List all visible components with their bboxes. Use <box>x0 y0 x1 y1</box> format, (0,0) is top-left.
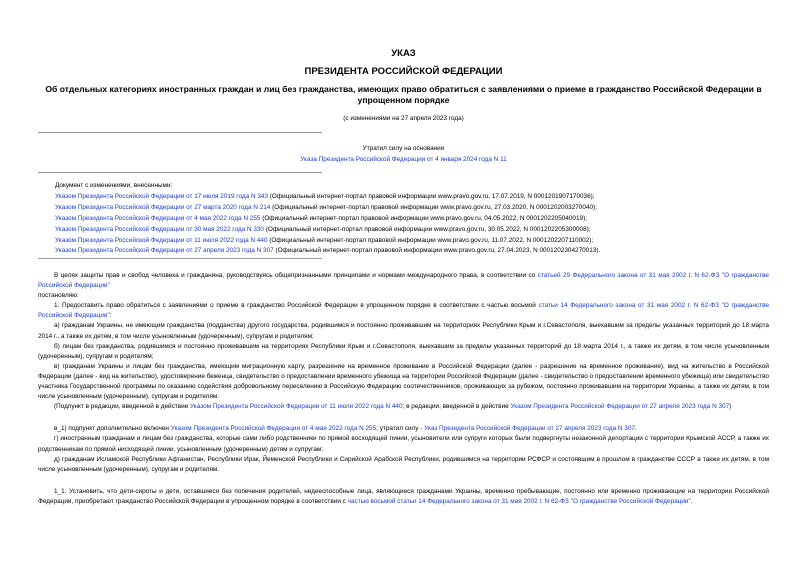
lost-force-label: Утратил силу на основании <box>362 145 445 152</box>
amendment-link[interactable]: Указом Президента Российской Федерации от 27 апреля 2023 года N 307 <box>510 403 730 411</box>
edition-source: (Официальный интернет-портал правовой информации www.pravo.gov.ru, 27.04.2023, N 0001202304270013). <box>273 247 601 255</box>
preamble-paragraph: В целях защиты прав и свобод человека и гражданина, руководствуясь общепризнанными принципами и нормами международного права, в соответствии со статьей 29 Федерального закона от 31 мая 2002 г. N 62-ФЗ "О гражданстве Российской Федерации" <box>38 272 769 290</box>
editions-intro: Документ с изменениями, внесенными: <box>55 182 173 189</box>
edition-link[interactable]: Указом Президента Российской Федерации от 27 марта 2020 года N 214 <box>55 203 271 211</box>
amendment-link[interactable]: Указ Президента Российской Федерации от 27 апреля 2023 года N 307 <box>424 425 635 433</box>
edition-link[interactable]: Указом Президента Российской Федерации от 4 мая 2022 года N 255 <box>55 214 261 222</box>
document-heading: Об отдельных категориях иностранных граждан и лиц без гражданства, имеющих право обратиться с заявлениями о приеме в гражданство Российской Федерации в упрощенном порядке <box>45 84 762 105</box>
document-type: УКАЗ <box>391 48 416 59</box>
subparagraph-v-note: (Подпункт в редакции, введенной в действие Указом Президента Российской Федерации от 11 июля 2022 года N 440; в редакции, введенной в действие Указом Президента Российской Федерации от 27 апреля 2023 года N 307) <box>54 403 732 411</box>
edition-link[interactable]: Указом Президента Российской Федерации от 27 апреля 2023 года N 307 <box>55 247 274 255</box>
edition-source: (Официальный интернет-портал правовой информации www.pravo.gov.ru, 11.07.2022, N 0001202207110002); <box>267 236 594 244</box>
edition-source: (Официальный интернет-портал правовой информации www.pravo.gov.ru, 30.05.2022, N 0001202205300008); <box>264 225 591 233</box>
lost-force-link[interactable]: Указа Президента Российской Федерации от 4 января 2024 года N 11 <box>300 156 507 163</box>
amendment-link[interactable]: Указом Президента Российской Федерации от 4 мая 2022 года N 255 <box>170 425 377 433</box>
lost-force-block <box>0 143 807 165</box>
law-link[interactable]: статьей 29 Федерального закона от 31 мая 2002 г. N 62-ФЗ "О гражданстве Российской Федерации" <box>38 272 769 290</box>
edition-source: (Официальный интернет-портал правовой информации www.pravo.gov.ru, 17.07.2019, N 0001201907170036); <box>268 192 595 200</box>
changes-note: (с изменениями на 27 апреля 2023 года) <box>343 115 464 122</box>
subparagraph-v: в) гражданам Украины и лицам без гражданства, имеющим миграционную карту, разрешение на временное проживание в Российской Федерации (далее - разрешение на временное проживание), вид на жительство в Российской Федерации (далее - вид на жительство), удостоверение беженца, свидетельство о предоставлении временного убежища на территории Российской Федерации (далее - свидетельство о предоставлении временного убежища) или свидетельство участника Государственной программы по оказанию содействия добровольному переселению в Российскую Федерацию соотечественников, проживающих за рубежом, постоянно проживавшим на территории Украины, а также их детям, в том числе усыновленным (удочеренным), супругам и родителям. <box>38 362 769 401</box>
edition-source: (Официальный интернет-портал правовой информации www.pravo.gov.ru, 27.03.2020, N 0001202003270040); <box>270 203 597 211</box>
law-link[interactable]: статьи 14 Федерального закона от 31 мая 2002 г. N 62-ФЗ "О гражданстве Российской Федерации" <box>38 302 769 320</box>
edition-link[interactable]: Указом Президента Российской Федерации от 17 июля 2019 года N 343 <box>55 192 268 200</box>
divider <box>38 258 322 259</box>
edition-item <box>55 225 775 236</box>
decree-word: постановляю: <box>38 292 79 300</box>
decree-body <box>38 271 769 507</box>
editions-list <box>55 181 775 257</box>
amendment-link[interactable]: Указом Президента Российской Федерации от 11 июля 2022 года N 440 <box>190 403 403 411</box>
subparagraph-b: б) лицам без гражданства, родившимся и постоянно проживавшим на территориях Республики Крым и г.Севастополя, выехавшим за пределы указанных территорий до 18 марта 2014 г., а также их детям, в том числе усыновленным (удочеренным), супругам и родителям; <box>38 342 769 360</box>
paragraph-1: 1. Предоставить право обратиться с заявлениями о приеме в гражданство Российской Федерации в упрощенном порядке в соответствии с частью восьмой статьи 14 Федерального закона от 31 мая 2002 г. N 62-ФЗ "О гражданстве Российской Федерации": <box>38 302 769 320</box>
divider <box>38 132 322 133</box>
edition-source: (Официальный интернет-портал правовой информации www.pravo.gov.ru, 04.05.2022, N 0001202205040019); <box>260 214 588 222</box>
law-link[interactable]: частью восьмой статьи 14 Федерального закона от 31 мая 2002 г. N 62-ФЗ "О гражданстве Российской Федерации" <box>347 497 691 505</box>
document-issuer: ПРЕЗИДЕНТА РОССИЙСКОЙ ФЕДЕРАЦИИ <box>304 66 503 77</box>
edition-link[interactable]: Указом Президента Российской Федерации от 11 июля 2022 года N 440 <box>55 236 268 244</box>
subparagraph-d: д) гражданам Исламской Республики Афганистан, Республики Ирак, Йеменской Республики и Сирийской Арабской Республики, родившимся на территории РСФСР и состоявшим в прошлом в гражданстве СССР а также их детям, в том числе усыновленным (удочеренным), супругам и родителям. <box>38 455 769 473</box>
subparagraph-v1: в_1) подпункт дополнительно включен Указом Президента Российской Федерации от 4 мая 2022 года N 255; утратил силу - Указ Президента Российской Федерации от 27 апреля 2023 года N 307. <box>54 425 637 433</box>
subparagraph-a: а) гражданам Украины, не имеющим гражданства (подданства) другого государства, родившимся и постоянно проживавшим на территориях Республики Крым и г.Севастополя, выехавшим за пределы указанных территорий до 18 марта 2014 г., а также их детям, в том числе усыновленным (удочеренным), супругам и родителям; <box>38 322 769 340</box>
subparagraph-g: г) иностранным гражданам и лицам без гражданства, которые сами либо родственники по прямой восходящей линии, усыновители или супруги которых были подвергнуты незаконной депортации с территории Крымской АССР, а также их родственникам по прямой нисходящей линии, усыновленным (удочеренным) детям и супругам; <box>38 435 769 453</box>
divider <box>38 172 322 173</box>
edition-item <box>55 192 775 203</box>
edition-item <box>55 214 775 225</box>
edition-item <box>55 203 775 214</box>
edition-link[interactable]: Указом Президента Российской Федерации от 30 мая 2022 года N 330 <box>55 225 264 233</box>
edition-item <box>55 246 775 257</box>
edition-item <box>55 236 775 247</box>
paragraph-1-1: 1_1. Установить, что дети-сироты и дети, оставшиеся без попечения родителей, недееспособные лица, являющиеся гражданами Украины, временно пребывающие, постоянно или временно проживающие на территории Российской Федерации, приобретают гражданство Российской Федерации в упрощенном порядке в соответствии с частью восьмой статьи 14 Федерального закона от 31 мая 2002 г. N 62-ФЗ "О гражданстве Российской Федерации". <box>38 487 769 505</box>
